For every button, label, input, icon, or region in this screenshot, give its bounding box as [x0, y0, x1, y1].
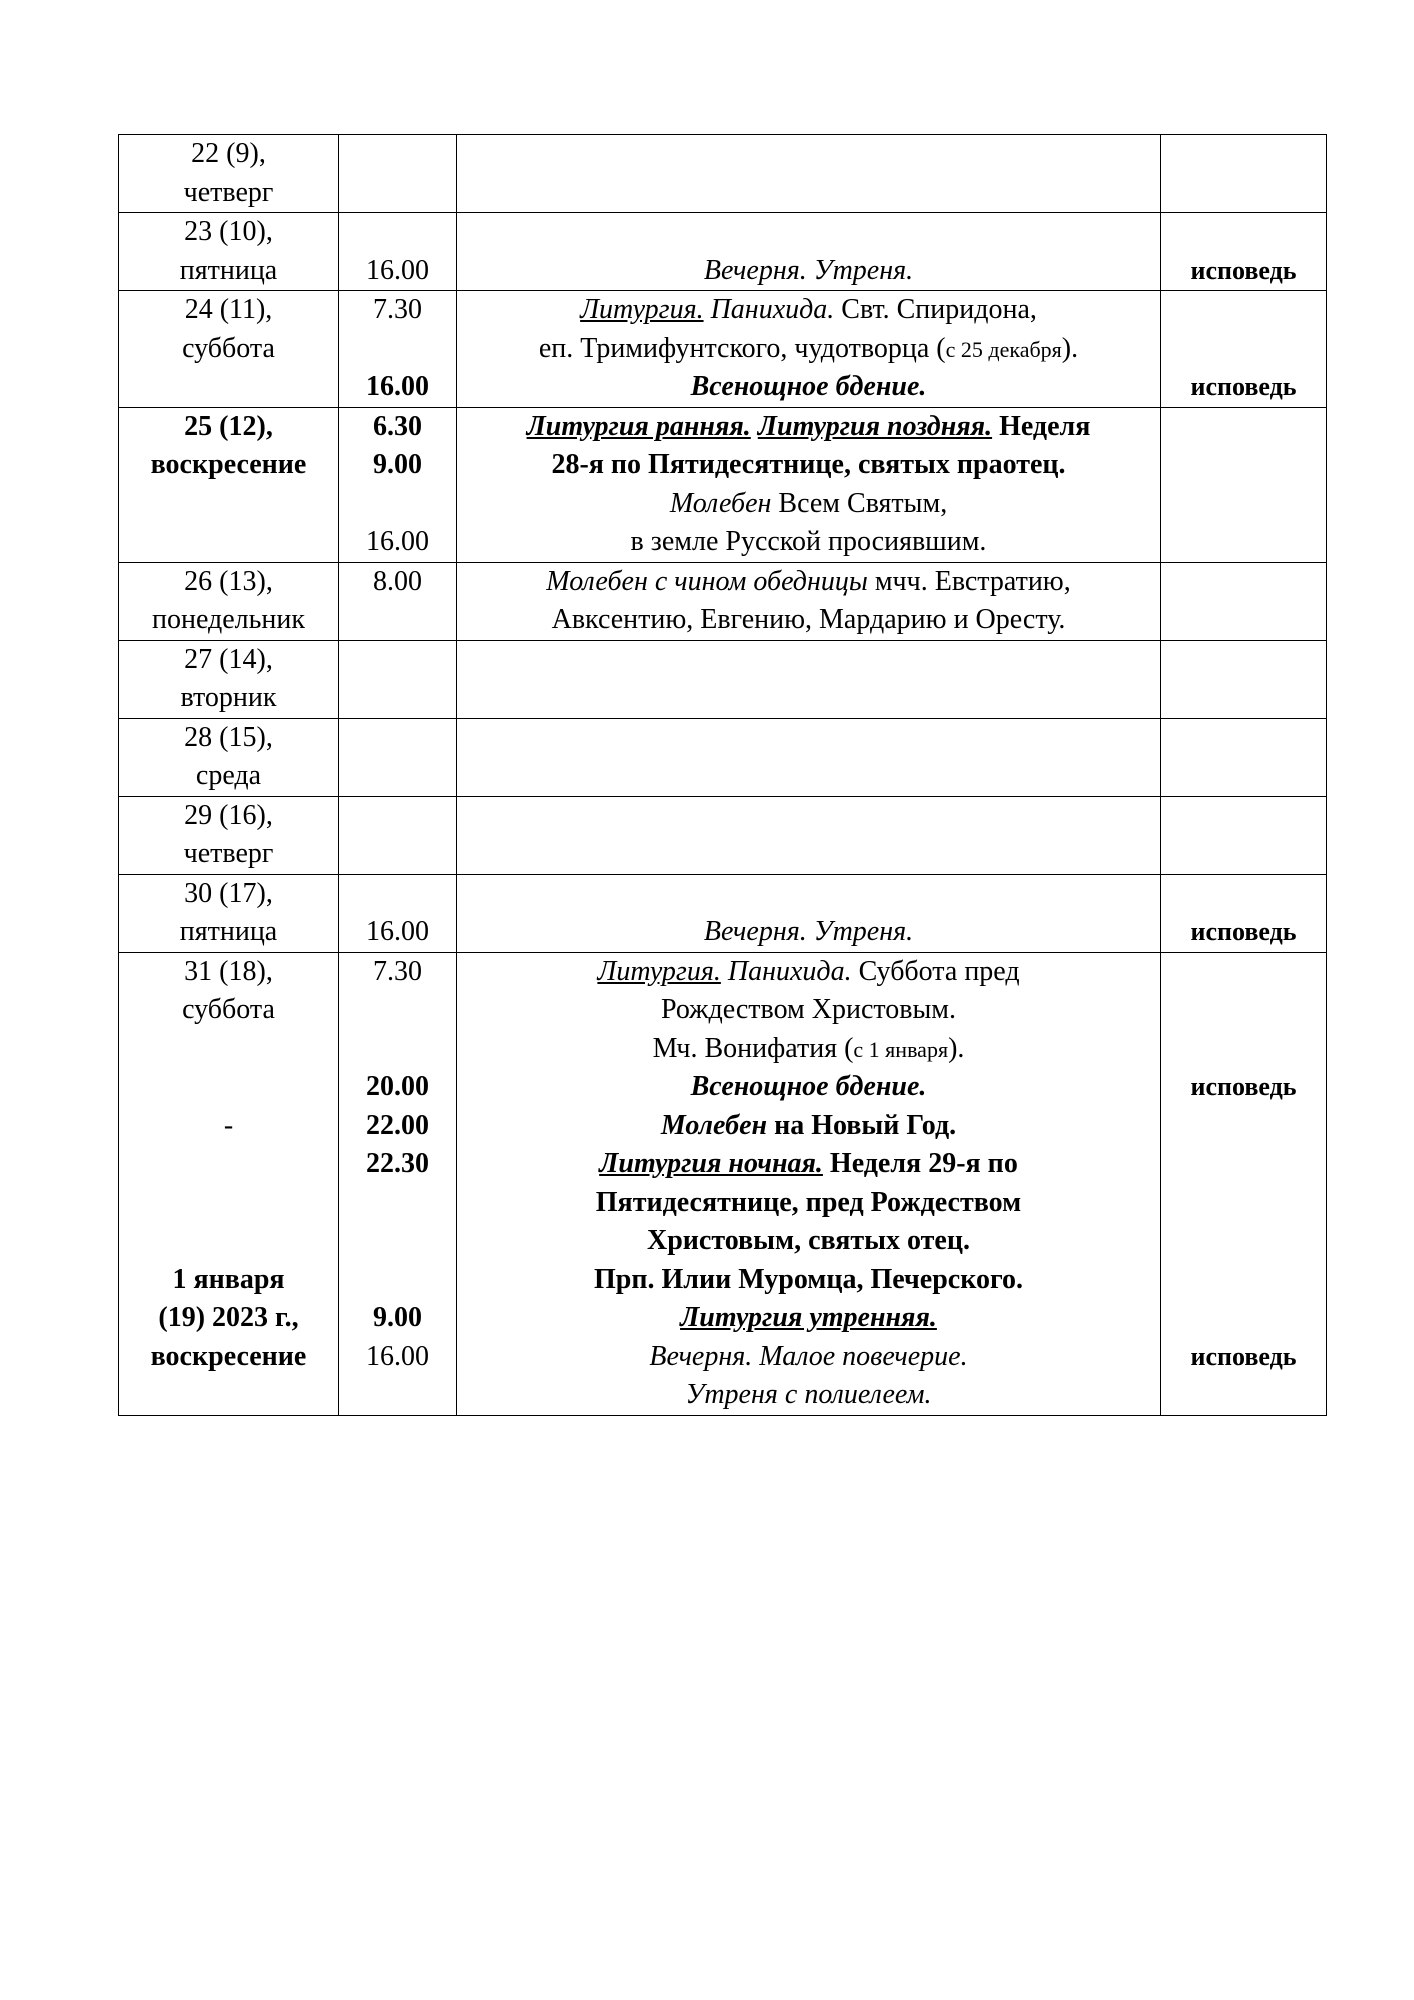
time-cell: 7.30 20.00 22.00 22.30 9.00 16.00 — [339, 952, 457, 1415]
confession-cell: исповедь исповедь — [1161, 952, 1327, 1415]
table-row — [119, 718, 1327, 796]
table-row — [119, 874, 1327, 952]
table-row — [119, 562, 1327, 640]
time-cell: 16.00 — [339, 213, 457, 291]
service-cell — [457, 135, 1161, 213]
time-cell — [339, 640, 457, 718]
date-cell: 22 (9), четверг — [119, 135, 339, 213]
schedule-table — [118, 134, 1327, 1416]
confession-cell — [1161, 562, 1327, 640]
confession-cell — [1161, 796, 1327, 874]
date-cell: 24 (11), суббота — [119, 291, 339, 408]
service-cell: Вечерня. Утреня. — [457, 213, 1161, 291]
date-cell: 28 (15), среда — [119, 718, 339, 796]
time-cell — [339, 135, 457, 213]
confession-cell — [1161, 407, 1327, 562]
table-row — [119, 640, 1327, 718]
table-row — [119, 796, 1327, 874]
service-cell: Литургия. Панихида. Свт. Спиридона, еп. Тримифунтского, чудотворца (с 25 декабря). Всенощное бдение. — [457, 291, 1161, 408]
confession-cell — [1161, 640, 1327, 718]
date-cell: 30 (17), пятница — [119, 874, 339, 952]
service-cell: Молебен с чином обедницы мчч. Евстратию, Авксентию, Евгению, Мардарию и Оресту. — [457, 562, 1161, 640]
time-cell: 7.30 16.00 — [339, 291, 457, 408]
time-cell — [339, 796, 457, 874]
confession-cell — [1161, 718, 1327, 796]
time-cell: 16.00 — [339, 874, 457, 952]
service-cell: Литургия ранняя. Литургия поздняя. Неделя 28-я по Пятидесятнице, святых праотец. Молебен Всем Святым, в земле Русской просиявшим. — [457, 407, 1161, 562]
table-row — [119, 135, 1327, 213]
confession-cell: исповедь — [1161, 874, 1327, 952]
service-cell — [457, 718, 1161, 796]
date-cell: 23 (10), пятница — [119, 213, 339, 291]
date-cell: 25 (12), воскресение — [119, 407, 339, 562]
confession-cell: исповедь — [1161, 213, 1327, 291]
service-cell: Вечерня. Утреня. — [457, 874, 1161, 952]
service-cell — [457, 796, 1161, 874]
confession-cell: исповедь — [1161, 291, 1327, 408]
time-cell — [339, 718, 457, 796]
confession-cell — [1161, 135, 1327, 213]
date-cell: 29 (16), четверг — [119, 796, 339, 874]
table-row — [119, 291, 1327, 408]
date-cell: 26 (13), понедельник — [119, 562, 339, 640]
service-cell — [457, 640, 1161, 718]
date-cell: 31 (18), суббота - 1 января (19) 2023 г., воскресение — [119, 952, 339, 1415]
table-row — [119, 407, 1327, 562]
date-cell: 27 (14), вторник — [119, 640, 339, 718]
table-row — [119, 952, 1327, 1415]
service-cell: Литургия. Панихида. Суббота пред Рождеством Христовым. Мч. Вонифатия (с 1 января). Всенощное бдение. Молебен на Новый Год. Литургия ночная. Неделя 29-я по Пятидесятнице, пред Рождеством Христовым, святых отец. Прп. Илии Муромца, Печерского. Литургия утренняя. Вечерня. Малое повечерие. Утреня с полиелеем. — [457, 952, 1161, 1415]
table-row — [119, 213, 1327, 291]
time-cell: 8.00 — [339, 562, 457, 640]
time-cell: 6.30 9.00 16.00 — [339, 407, 457, 562]
